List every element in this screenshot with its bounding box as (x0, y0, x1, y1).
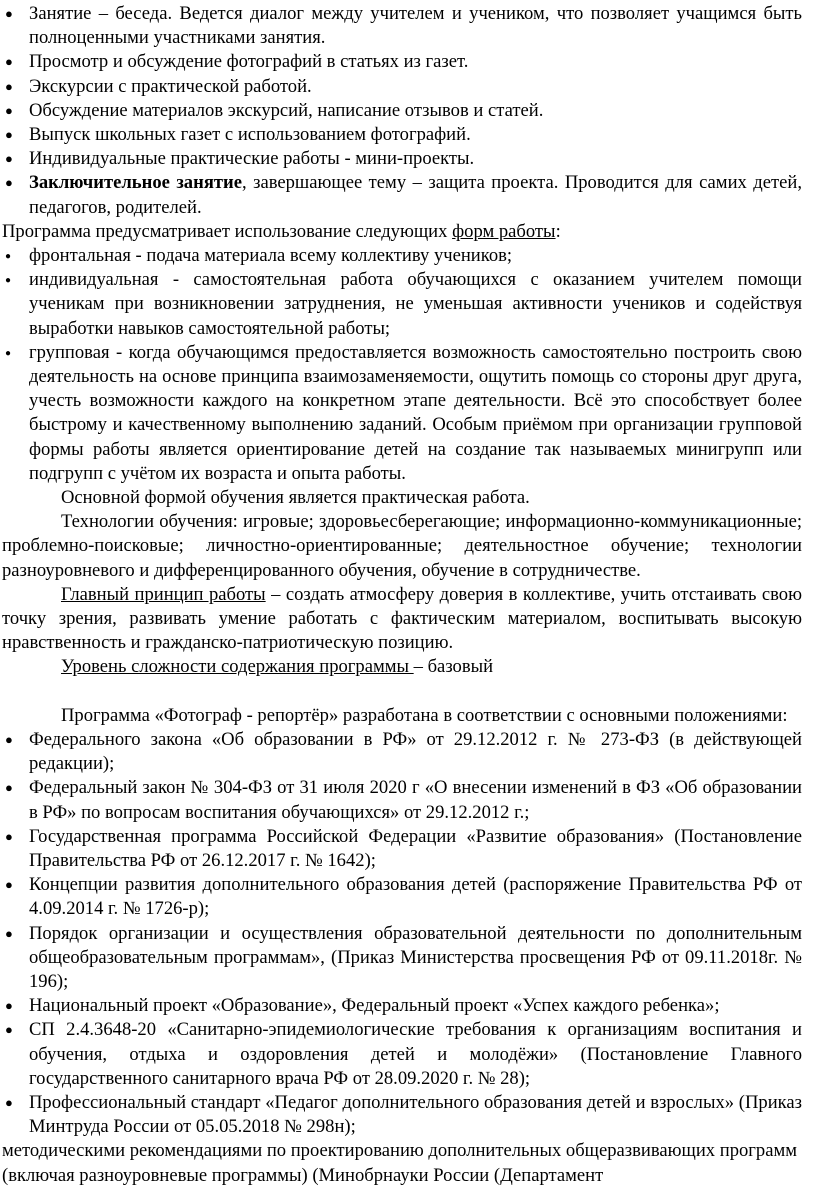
technologies-paragraph: Технологии обучения: игровые; здоровьесберегающие; информационно-коммуникационные; проблемно-поисковые; личностно-ориентированные; деятельностное обучение; технологии разноуровневого и дифференцированного обучения, обучение в сотрудничестве. (2, 511, 802, 581)
bullet-icon: ● (5, 925, 13, 941)
bullet-icon: ● (5, 780, 13, 796)
list-item: ● Государственная программа Российской Федерации «Развитие образования» (Постановление Правительства РФ от 26.12.2017 г. № 1642); (5, 825, 802, 871)
bullet-icon: ● (5, 828, 13, 844)
list-item: ● Порядок организации и осуществления образовательной деятельности по дополнительным общеобразовательным программам», (Приказ Министерства просвещения РФ от 09.11.2018г. № 196); (5, 922, 802, 992)
bullet-icon: ● (5, 1022, 13, 1038)
forms-intro: Программа предусматривает использование следующих форм работы: (2, 220, 561, 242)
bullet-icon: ● (5, 6, 13, 21)
bullet-icon: ● (5, 347, 12, 359)
level-paragraph: Уровень сложности содержания программы – базовый (61, 656, 494, 678)
bullet-icon: ● (5, 731, 13, 747)
closing-paragraph: методическими рекомендациями по проектированию дополнительных общеразвивающих программ (включая разноуровневые программы) (Минобрнауки России (Департамент (2, 1140, 797, 1186)
bullet-icon: ● (5, 251, 12, 263)
list-item: ● Национальный проект «Образование», Федеральный проект «Успех каждого ребенка»; (2, 994, 802, 1018)
list-item: ● индивидуальная - самостоятельная работа обучающихся с оказанием учителем помощи ученикам при возникновении затруднения, не уменьшая активности учеников и содействуя выработки навыков самостоятельной работы; (5, 269, 802, 339)
bullet-icon: ● (5, 998, 13, 1014)
bullet-icon: ● (5, 78, 13, 94)
bullet-icon: ● (5, 877, 13, 893)
bullet-icon: ● (5, 175, 13, 191)
list-item-final-lesson: ● Заключительное занятие, завершающее тему – защита проекта. Проводится для самих детей, педагогов, родителей. (5, 172, 802, 218)
bullet-icon: ● (5, 151, 13, 167)
list-item: ● Федеральный закон № 304-ФЗ от 31 июля 2020 г «О внесении изменений в ФЗ «Об образовании в РФ» по вопросам воспитания обучающихся» от 29.12.2012 г.; (5, 777, 802, 823)
list-item: ● Просмотр и обсуждение фотографий в статьях из газет. (2, 50, 802, 74)
list-item: ● Концепции развития дополнительного образования детей (распоряжение Правительства РФ от 4.09.2014 г. № 1726-р); (5, 874, 802, 920)
bullet-icon: ● (5, 1094, 13, 1110)
list-item: ● Индивидуальные практические работы - мини-проекты. (2, 147, 802, 171)
spacer (2, 680, 802, 704)
bullet-icon: ● (5, 127, 13, 143)
program-intro: Программа «Фотограф - репортёр» разработана в соответствии с основными положениями: (61, 704, 788, 726)
list-item: ● Экскурсии с практической работой. (2, 75, 802, 99)
bullet-icon: ● (5, 102, 13, 118)
principle-paragraph: Главный принцип работы – создать атмосферу доверия в коллективе, учить отстаивать свою точку зрения, развивать умение работать с фактическим материалом, воспитывать высокую нравственность и гражданско-патриотическую позицию. (2, 583, 802, 654)
lesson-forms-list (2, 2, 802, 220)
list-item: ● Федерального закона «Об образовании в РФ» от 29.12.2012 г. № 273-ФЗ (в действующей редакции); (5, 728, 802, 775)
work-forms-list (2, 244, 802, 486)
list-item: ● СП 2.4.3648-20 «Санитарно-эпидемиологические требования к организациям воспитания и обучения, отдыха и оздоровления детей и молодёжи» (Постановление Главного государственного санитарного врача РФ от 28.09.2020 г. № 28); (5, 1019, 802, 1089)
list-item: ● Обсуждение материалов экскурсий, написание отзывов и статей. (2, 99, 802, 123)
list-item: ● фронтальная - подача материала всему коллективу учеников; (2, 244, 802, 268)
main-form-paragraph: Основной формой обучения является практическая работа. (61, 487, 530, 509)
final-lesson-title: Заключительное занятие (29, 172, 242, 194)
list-item: ● Занятие – беседа. Ведется диалог между учителем и учеником, что позволяет учащимся быть полноценными участниками занятия. (5, 3, 802, 49)
list-item: ● Профессиональный стандарт «Педагог дополнительного образования детей и взрослых» (Приказ Минтруда России от 05.05.2018 № 298н); (5, 1091, 802, 1138)
list-item: ● групповая - когда обучающимся предоставляется возможность самостоятельно построить свою деятельность на основе принципа взаимозаменяемости, ощутить помощь со стороны друг друга, учесть возможности каждого на конкретном этапе деятельности. Всё это способствует более быстрому и качественному выполнению заданий. Особым приёмом при организации групповой формы работы является ориентирование детей на создание так называемых минигрупп или подгрупп с учётом их возраста и опыта работы. (5, 341, 802, 484)
regulations-list (2, 728, 802, 1139)
bullet-icon: ● (5, 54, 13, 70)
bullet-icon: ● (5, 275, 12, 287)
list-item: ● Выпуск школьных газет с использованием фотографий. (2, 123, 802, 147)
